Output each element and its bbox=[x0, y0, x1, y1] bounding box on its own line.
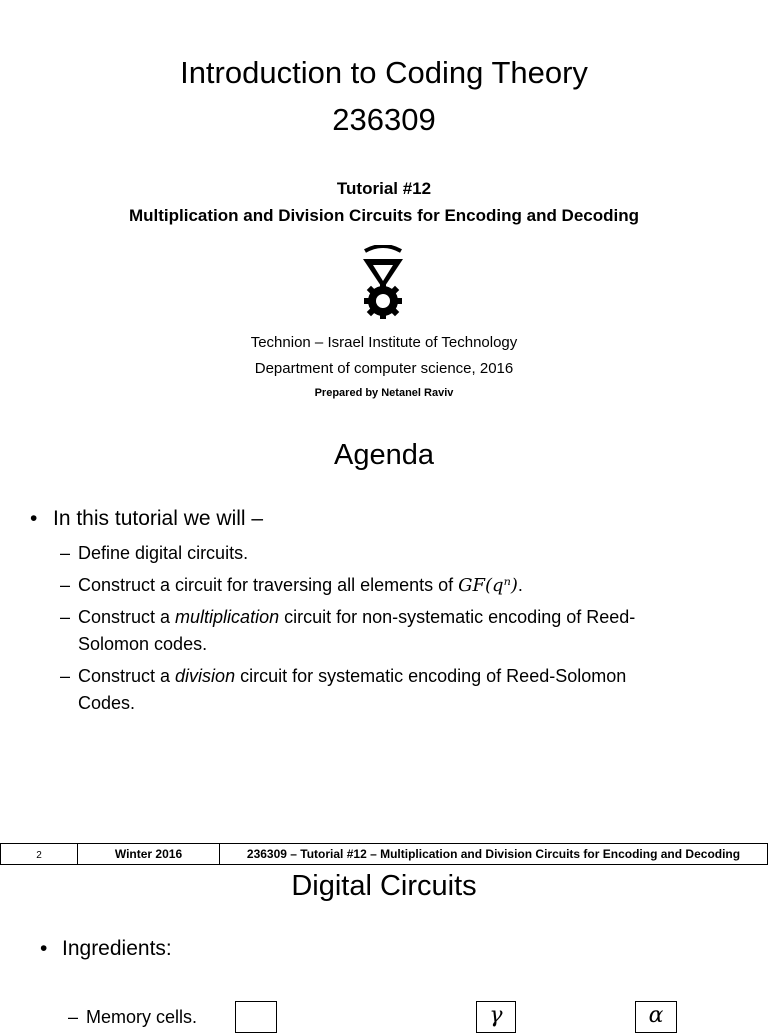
memory-cell-box bbox=[235, 1001, 277, 1033]
prepared-by: Prepared by Netanel Raviv bbox=[314, 387, 454, 399]
footer-page-number: 2 bbox=[1, 844, 78, 865]
gamma-multiplier-box bbox=[476, 1001, 516, 1033]
agenda-item-multiplication: – Construct a multiplication circuit for non-systematic encoding of Reed- Solomon codes. bbox=[60, 607, 636, 654]
agenda-item-text: Construct a bbox=[78, 607, 176, 627]
gamma-symbol: γ bbox=[489, 1003, 503, 1028]
agenda-item-emphasis: division bbox=[175, 666, 236, 686]
agenda-item-text: circuit for systematic encoding of Reed-Solomon bbox=[235, 666, 627, 686]
agenda-bullet-text: In this tutorial we will – bbox=[53, 507, 264, 530]
digital-circuits-title: Digital Circuits bbox=[291, 870, 477, 902]
technion-logo bbox=[357, 245, 409, 319]
tutorial-subtitle: Multiplication and Division Circuits for Encoding and Decoding bbox=[128, 206, 640, 225]
agenda-item-continuation: Solomon codes. bbox=[78, 634, 208, 654]
institute-name: Technion – Israel Institute of Technology bbox=[250, 334, 518, 351]
agenda-bullet: • In this tutorial we will – bbox=[30, 507, 264, 530]
footer-term: Winter 2016 bbox=[78, 844, 220, 865]
ingredients-text: Ingredients: bbox=[62, 937, 172, 960]
course-title: Introduction to Coding Theory bbox=[180, 55, 588, 90]
agenda-item-emphasis: multiplication bbox=[175, 607, 280, 627]
agenda-item-text: Define digital circuits. bbox=[78, 543, 249, 563]
agenda-item-continuation: Codes. bbox=[78, 693, 136, 713]
agenda-title: Agenda bbox=[334, 439, 434, 471]
agenda-item-division: – Construct a division circuit for systematic encoding of Reed-Solomon Codes. bbox=[60, 666, 627, 713]
memory-cells-item: – Memory cells. bbox=[68, 1007, 198, 1027]
slide-footer bbox=[0, 843, 768, 865]
course-number: 236309 bbox=[332, 102, 436, 137]
agenda-item-text: Construct a bbox=[78, 666, 176, 686]
agenda-item-define: – Define digital circuits. bbox=[60, 543, 249, 563]
tutorial-number: Tutorial #12 bbox=[336, 179, 432, 198]
agenda-item-end: . bbox=[517, 575, 523, 595]
ingredients-bullet: • Ingredients: bbox=[40, 937, 172, 960]
department-name: Department of computer science, 2016 bbox=[254, 360, 514, 377]
agenda-item-traverse: – Construct a circuit for traversing all elements of GF(qⁿ). bbox=[60, 575, 523, 596]
gf-math: GF(qⁿ) bbox=[458, 575, 518, 596]
alpha-symbol: α bbox=[648, 1003, 664, 1028]
footer-course: 236309 – Tutorial #12 – Multiplication and Division Circuits for Encoding and Decoding bbox=[220, 844, 768, 865]
alpha-multiplier-box bbox=[635, 1001, 677, 1033]
agenda-item-text: Construct a circuit for traversing all elements of bbox=[78, 575, 459, 595]
memory-cells-text: Memory cells. bbox=[86, 1007, 198, 1027]
agenda-item-text: circuit for non-systematic encoding of Reed- bbox=[279, 607, 636, 627]
